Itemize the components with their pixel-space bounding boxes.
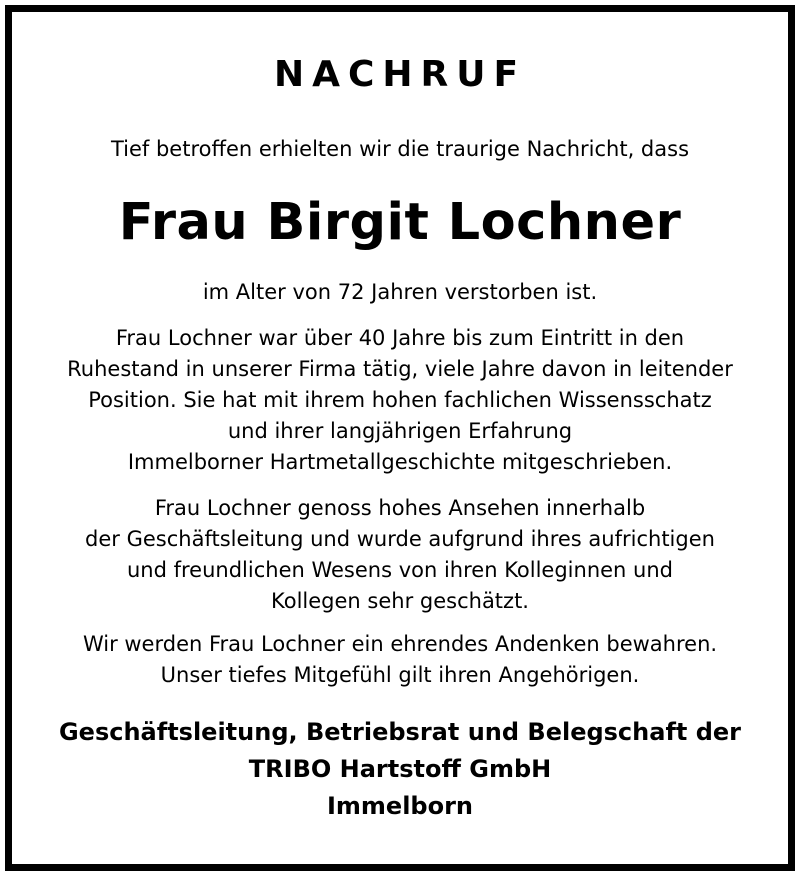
signature-block — [12, 714, 788, 825]
paragraph-line: Kollegen sehr geschätzt. — [271, 589, 529, 613]
paragraph-line: Wir werden Frau Lochner ein ehrendes Andenken bewahren. — [82, 632, 718, 656]
age-line: im Alter von 72 Jahren verstorben ist. — [202, 280, 598, 304]
deceased-name: Frau Birgit Lochner — [118, 193, 682, 252]
signature-company: TRIBO Hartstoff GmbH — [248, 755, 552, 783]
paragraph-line: Frau Lochner genoss hohes Ansehen innerhalb — [154, 496, 646, 520]
obituary-content — [12, 12, 788, 864]
paragraph-line: und ihrer langjährigen Erfahrung — [227, 419, 573, 443]
intro-line: Tief betroffen erhielten wir die traurige Nachricht, dass — [110, 137, 690, 161]
paragraph-line: Position. Sie hat mit ihrem hohen fachlichen Wissensschatz — [88, 388, 712, 412]
paragraph-line: und freundlichen Wesens von ihren Kolleginnen und — [126, 558, 673, 582]
obituary-heading: NACHRUF — [273, 54, 527, 95]
paragraph-line: der Geschäftsleitung und wurde aufgrund ihres aufrichtigen — [85, 527, 715, 551]
signature-line: Geschäftsleitung, Betriebsrat und Belegschaft der — [58, 718, 742, 746]
paragraph-line: Immelborner Hartmetallgeschichte mitgeschrieben. — [127, 450, 673, 474]
paragraph-line: Frau Lochner war über 40 Jahre bis zum Eintritt in den — [115, 326, 685, 350]
paragraph-reputation — [12, 493, 788, 617]
obituary-frame — [5, 5, 795, 871]
paragraph-career — [12, 323, 788, 478]
paragraph-line: Unser tiefes Mitgefühl gilt ihren Angehörigen. — [160, 663, 640, 687]
signature-location: Immelborn — [326, 792, 474, 820]
paragraph-condolence — [12, 629, 788, 691]
paragraph-line: Ruhestand in unserer Firma tätig, viele Jahre davon in leitender — [67, 357, 733, 381]
